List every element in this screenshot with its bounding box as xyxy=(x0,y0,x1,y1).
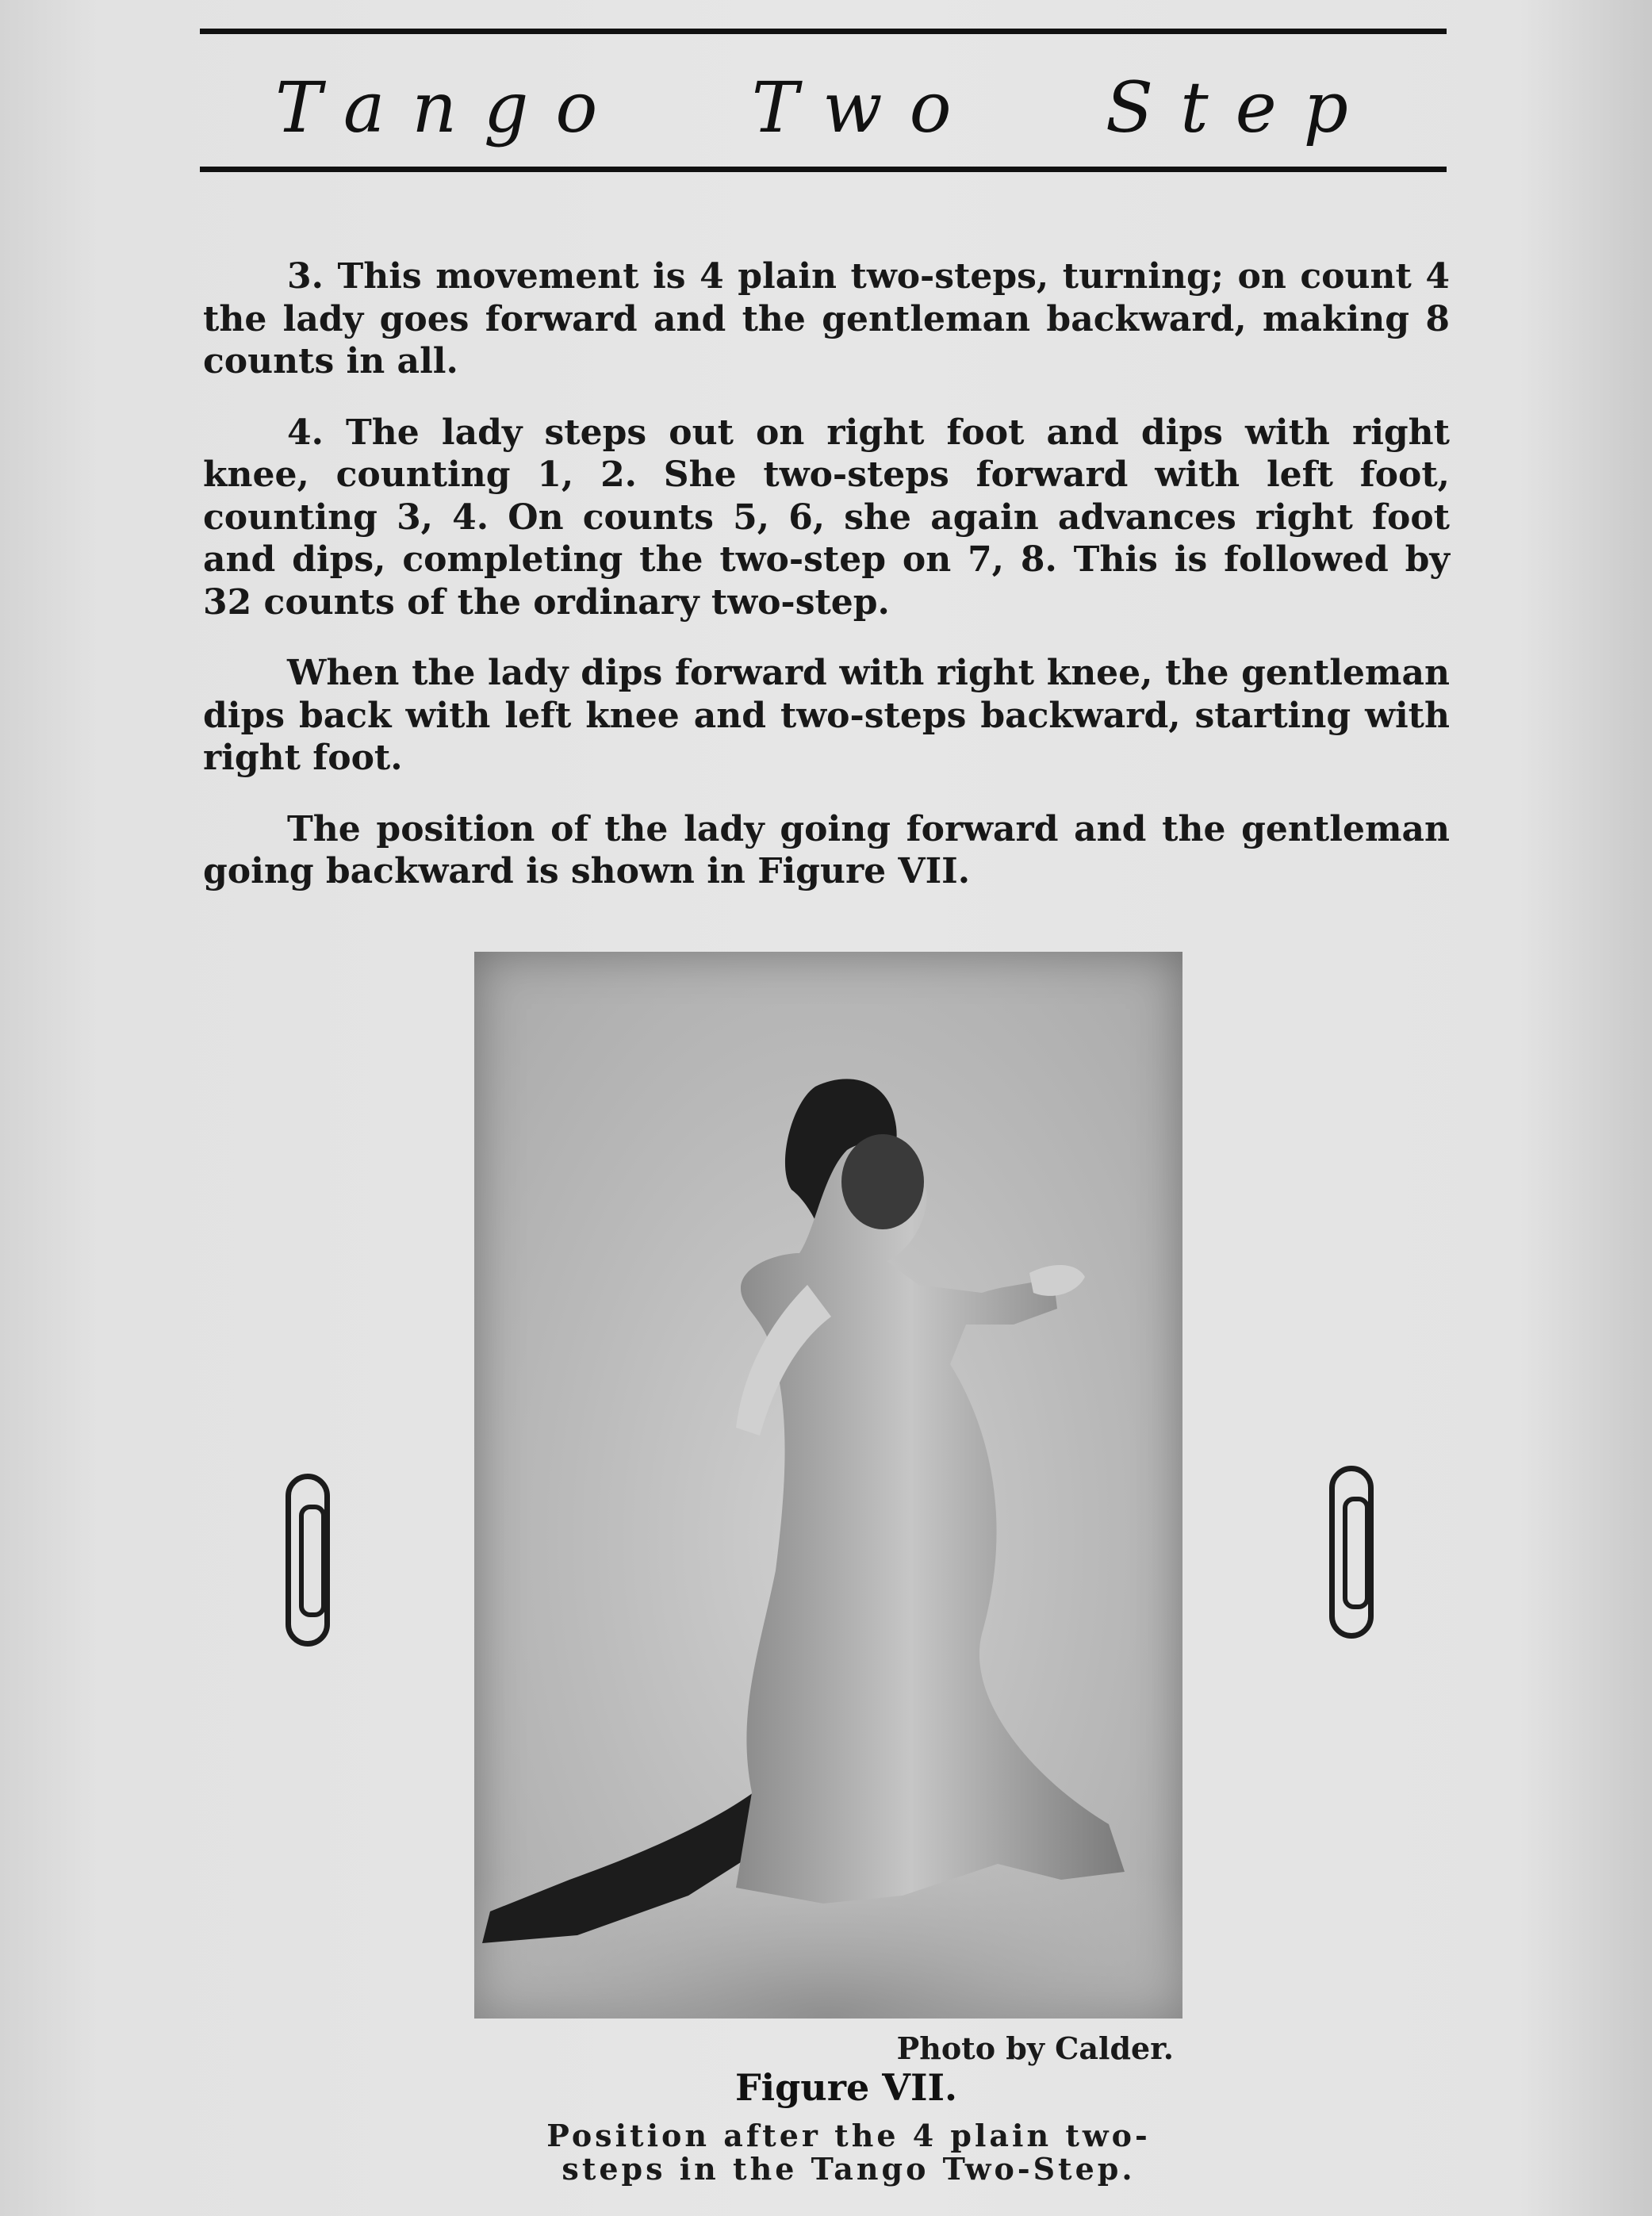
title-rule-top xyxy=(200,29,1447,34)
paper-clip-icon xyxy=(286,1474,330,1647)
dance-photograph xyxy=(474,952,1182,2019)
title-word-3: Step xyxy=(1105,66,1375,148)
figure-caption-line-1: Position after the 4 plain two- xyxy=(546,2118,1151,2153)
paragraph-gentleman: When the lady dips forward with right knee, the gentleman dips back with left knee and two-steps backward, starting with right foot. xyxy=(203,653,1450,778)
dancers-illustration xyxy=(474,952,1182,2019)
paragraph-position: The position of the lady going forward and the gentleman going backward is shown in Figure VII. xyxy=(203,808,1450,891)
photo-credit: Photo by Calder. xyxy=(896,2030,1174,2066)
title-rule-bottom xyxy=(200,167,1447,172)
body-text xyxy=(203,255,1450,922)
paragraph-4: 4. The lady steps out on right foot and dips with right knee, counting 1, 2. She two-steps forward with left foot, counting 3, 4. On counts 5, 6, she again advances right foot and dips, completing the two-step on 7, 8. This is followed by 32 counts of the ordinary two-step. xyxy=(203,412,1450,623)
joined-hands xyxy=(1029,1265,1085,1296)
paragraph-3: 3. This movement is 4 plain two-steps, turning; on count 4 the lady goes forward and the gentleman backward, making 8 counts in all. xyxy=(203,256,1450,381)
figure-label: Figure VII. xyxy=(735,2066,957,2109)
lady-head xyxy=(841,1134,924,1229)
figure-caption xyxy=(508,2119,1190,2186)
figure-caption-line-2: steps in the Tango Two-Step. xyxy=(562,2151,1136,2187)
title-word-1: Tango xyxy=(275,66,625,148)
title-word-2: Two xyxy=(751,66,979,148)
page-title xyxy=(200,56,1447,159)
paper-clip-icon xyxy=(1329,1466,1374,1639)
